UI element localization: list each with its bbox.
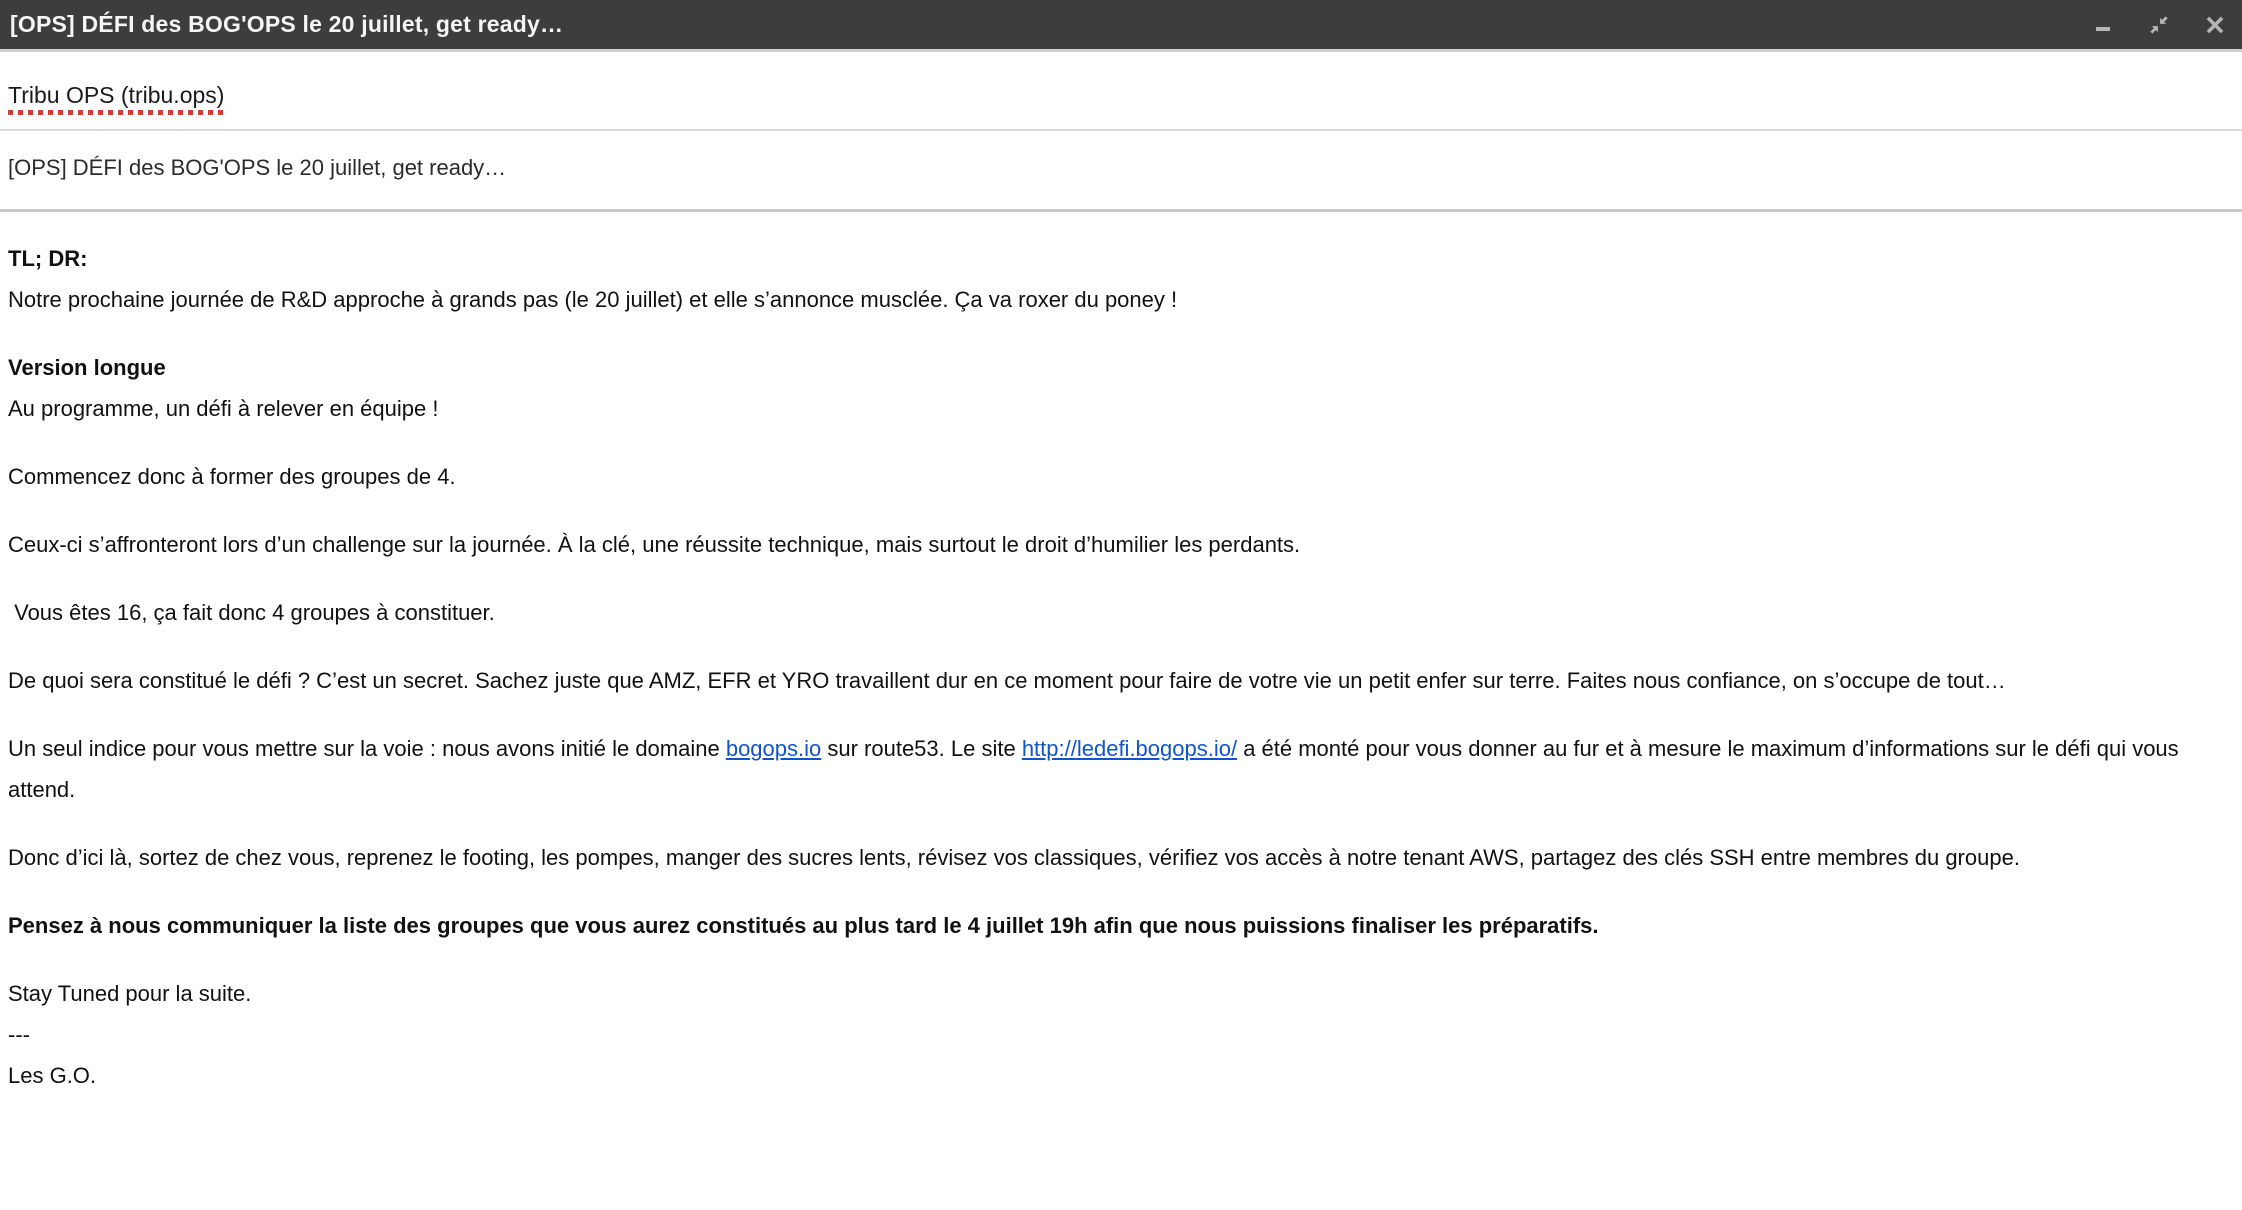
sender-contact[interactable]: Tribu OPS (tribu.ops) bbox=[8, 82, 224, 115]
restore-down-icon bbox=[2147, 13, 2171, 37]
subject-row bbox=[0, 131, 2242, 212]
restore-down-button[interactable] bbox=[2146, 12, 2172, 38]
hint-text-1: Un seul indice pour vous mettre sur la voie : nous avons initié le domaine bbox=[8, 736, 726, 761]
email-body bbox=[0, 212, 2242, 1096]
tldr-heading: TL; DR: bbox=[8, 246, 88, 271]
window-controls bbox=[2090, 12, 2228, 38]
paragraph-secret: De quoi sera constitué le défi ? C’est un secret. Sachez juste que AMZ, EFR et YRO travaillent dur en ce moment pour faire de votre vie un petit enfer sur terre. Faites nous confiance, on s’occupe de tout… bbox=[8, 668, 2006, 693]
close-button[interactable] bbox=[2202, 12, 2228, 38]
paragraph-sixteen: Vous êtes 16, ça fait donc 4 groupes à constituer. bbox=[8, 600, 495, 625]
paragraph-groups: Commencez donc à former des groupes de 4. bbox=[8, 464, 456, 489]
paragraph-deadline: Pensez à nous communiquer la liste des groupes que vous aurez constitués au plus tard le 4 juillet 19h afin que nous puissions finaliser les préparatifs. bbox=[8, 913, 1599, 938]
version-longue-heading: Version longue bbox=[8, 355, 166, 380]
signature-name: Les G.O. bbox=[8, 1063, 97, 1088]
hint-text-2: sur route53. Le site bbox=[821, 736, 1022, 761]
paragraph-tldr bbox=[8, 238, 2234, 320]
minimize-icon bbox=[2092, 14, 2114, 36]
sender-row bbox=[0, 52, 2242, 131]
hint-text-3: a été monté pour vous donner au fur et à mesure le maximum d’informations sur le défi qui vous attend. bbox=[8, 736, 2179, 802]
link-ledefi-bogops-io[interactable]: http://ledefi.bogops.io/ bbox=[1021, 736, 1238, 761]
close-icon bbox=[2203, 13, 2227, 37]
link-bogops-io[interactable]: bogops.io bbox=[725, 736, 822, 761]
paragraph-hint bbox=[8, 728, 2234, 810]
stay-tuned-text: Stay Tuned pour la suite. bbox=[8, 981, 252, 1006]
window-title: [OPS] DÉFI des BOG'OPS le 20 juillet, get ready… bbox=[10, 11, 564, 37]
signature-divider: --- bbox=[8, 1022, 30, 1047]
subject-text: [OPS] DÉFI des BOG'OPS le 20 juillet, get ready… bbox=[8, 155, 507, 180]
tldr-text: Notre prochaine journée de R&D approche à grands pas (le 20 juillet) et elle s’annonce musclée. Ça va roxer du poney ! bbox=[8, 287, 1178, 312]
version-longue-text: Au programme, un défi à relever en équipe ! bbox=[8, 396, 439, 421]
paragraph-version-longue bbox=[8, 347, 2234, 429]
paragraph-challenge: Ceux-ci s’affronteront lors d’un challenge sur la journée. À la clé, une réussite technique, mais surtout le droit d’humilier les perdants. bbox=[8, 532, 1301, 557]
paragraph-signature bbox=[8, 973, 2234, 1096]
paragraph-training: Donc d’ici là, sortez de chez vous, reprenez le footing, les pompes, manger des sucres lents, révisez vos classiques, vérifiez vos accès à notre tenant AWS, partagez des clés SSH entre membres du groupe. bbox=[8, 845, 2020, 870]
window-titlebar bbox=[0, 0, 2242, 52]
minimize-button[interactable] bbox=[2090, 12, 2116, 38]
